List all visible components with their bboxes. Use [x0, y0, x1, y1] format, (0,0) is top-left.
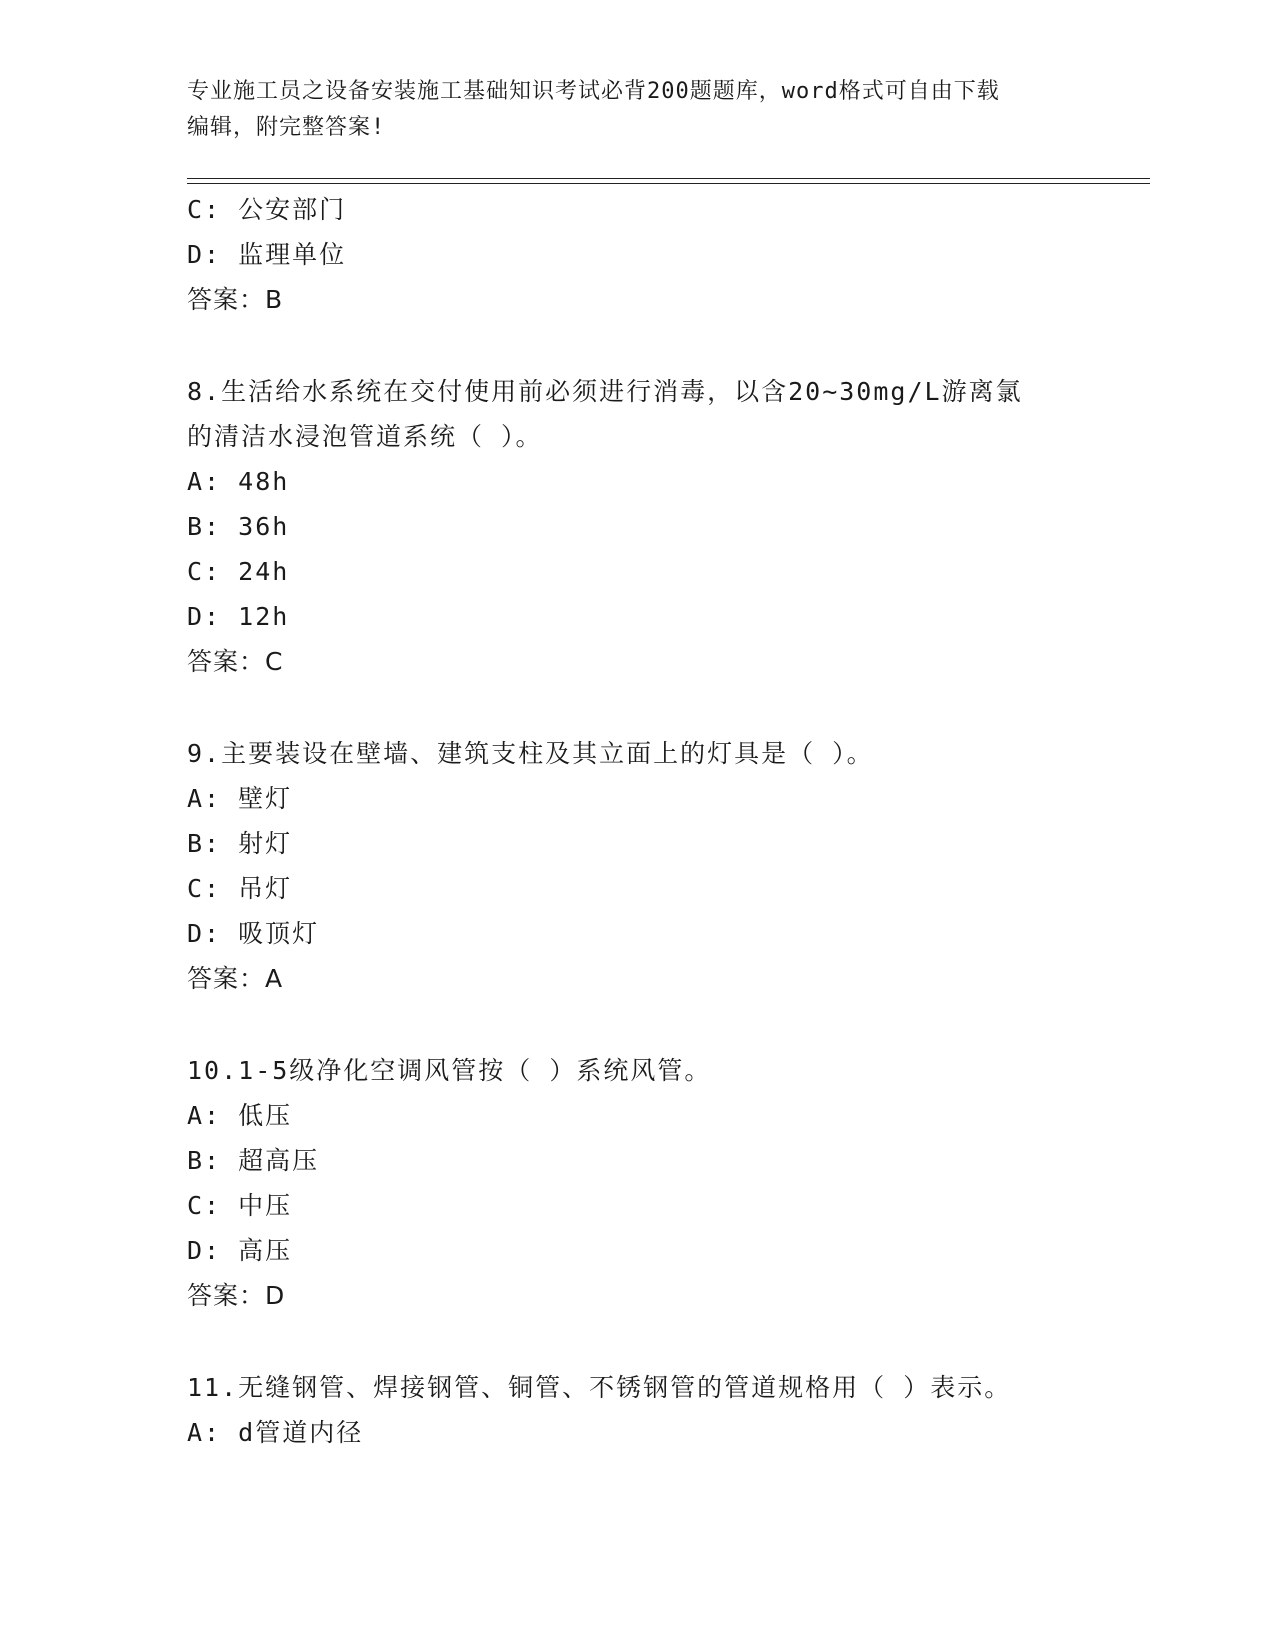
option-line: D: 高压	[187, 1236, 293, 1265]
question-line: 10.1-5级净化空调风管按（ ）系统风管。	[187, 1056, 712, 1085]
document-header	[187, 74, 1087, 146]
option-line: B: 射灯	[187, 829, 293, 858]
header-divider-bottom	[187, 183, 1150, 184]
option-line: A: 48h	[187, 467, 290, 496]
option-line: D: 监理单位	[187, 240, 347, 269]
option-line: B: 超高压	[187, 1146, 320, 1175]
option-line: D: 12h	[187, 602, 290, 631]
option-line: D: 吸顶灯	[187, 919, 320, 948]
option-line: B: 36h	[187, 512, 290, 541]
header-line-1: 专业施工员之设备安装施工基础知识考试必背200题题库，word格式可自由下载	[187, 79, 1000, 104]
answer-line: 答案：B	[187, 285, 284, 314]
option-line: C: 24h	[187, 557, 290, 586]
header-line-2: 编辑，附完整答案!	[187, 115, 386, 140]
option-line: A: 低压	[187, 1101, 293, 1130]
question-line: 11.无缝钢管、焊接钢管、铜管、不锈钢管的管道规格用（ ）表示。	[187, 1373, 1012, 1402]
header-divider-top	[187, 178, 1150, 179]
option-line: C: 中压	[187, 1191, 293, 1220]
answer-line: 答案：A	[187, 964, 284, 993]
option-line: C: 吊灯	[187, 874, 293, 903]
option-line: A: d管道内径	[187, 1418, 364, 1447]
question-line: 9.主要装设在壁墙、建筑支柱及其立面上的灯具是（ ）。	[187, 739, 874, 768]
question-line: 的清洁水浸泡管道系统（ ）。	[187, 422, 543, 451]
answer-line: 答案：C	[187, 647, 284, 676]
answer-line: 答案：D	[187, 1281, 286, 1310]
question-line: 8.生活给水系统在交付使用前必须进行消毒，以含20~30mg/L游离氯	[187, 377, 1023, 406]
option-line: C: 公安部门	[187, 195, 347, 224]
option-line: A: 壁灯	[187, 784, 293, 813]
